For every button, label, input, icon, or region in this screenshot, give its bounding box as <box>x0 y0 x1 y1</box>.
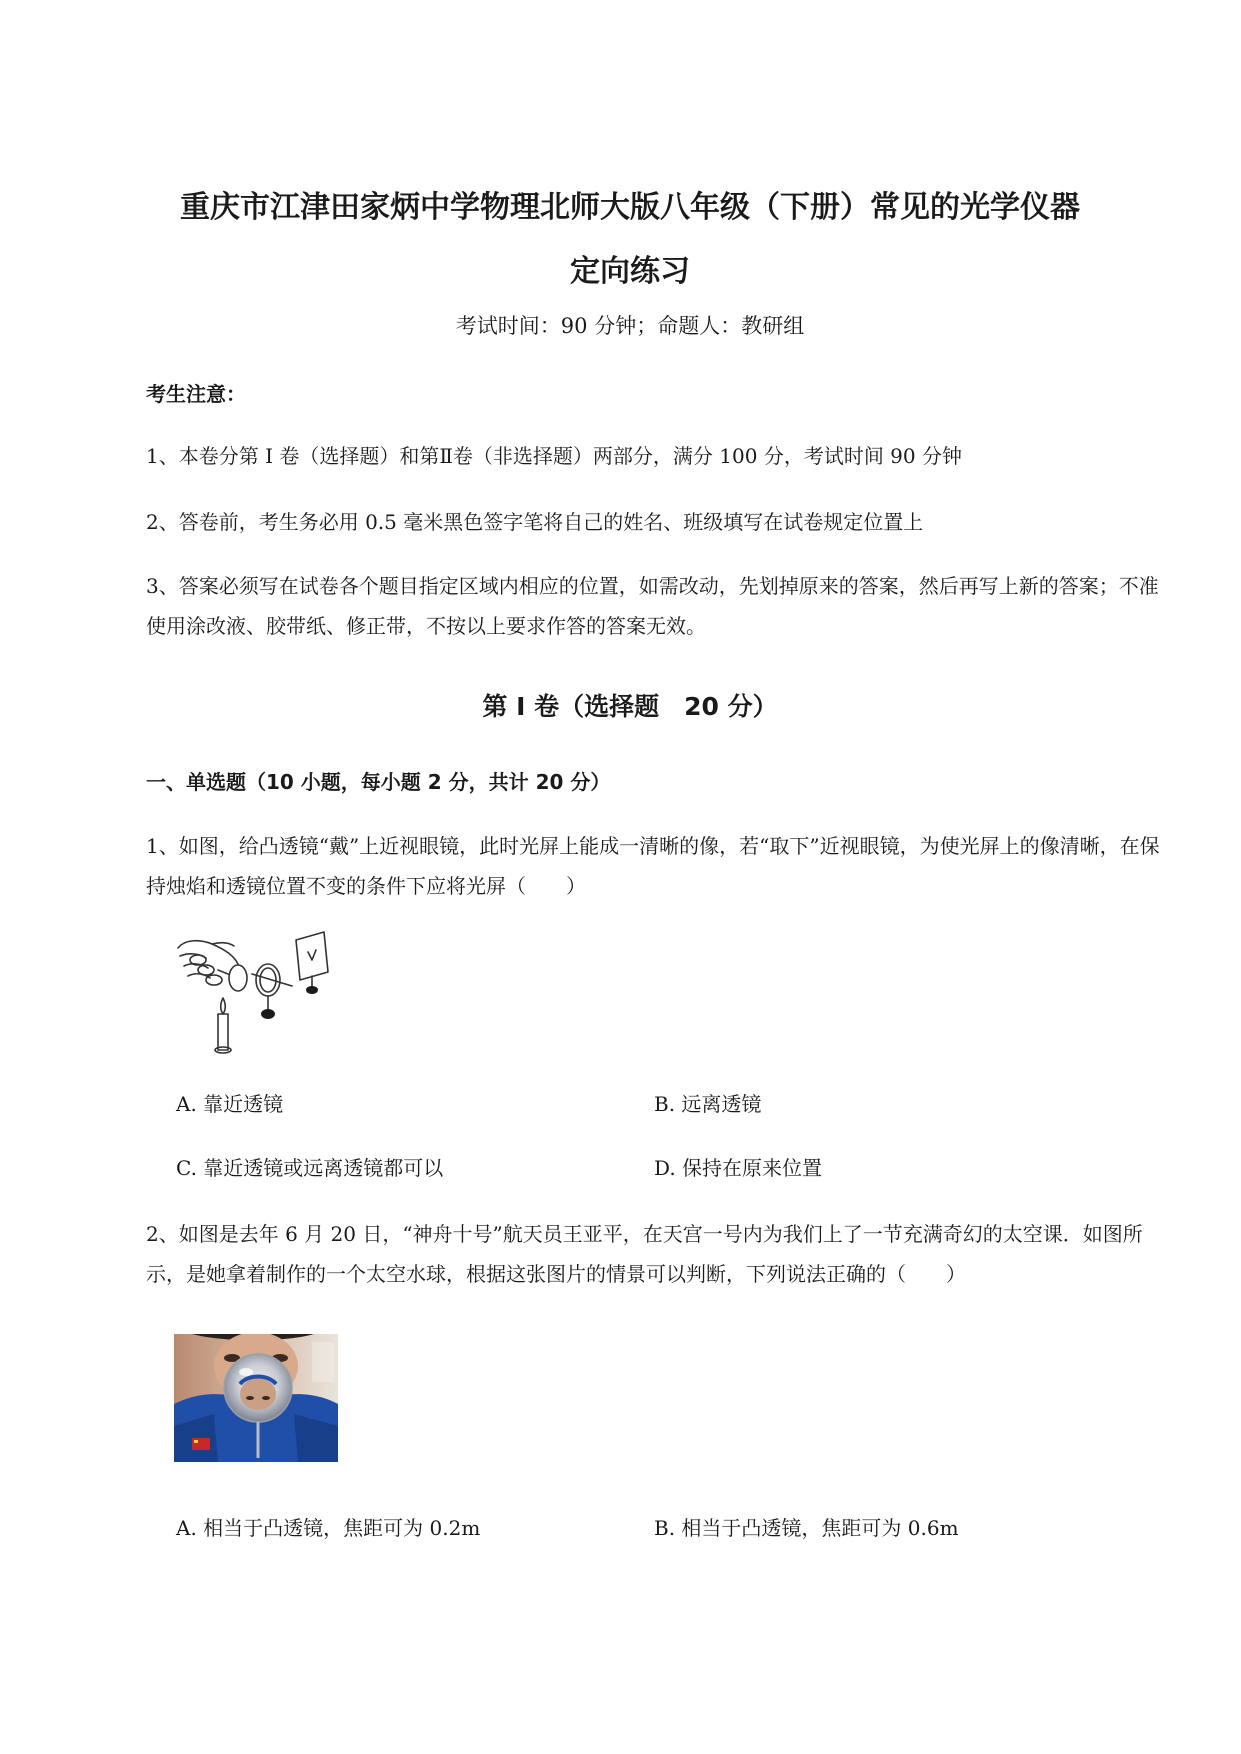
notice-heading: 考生注意： <box>146 382 246 406</box>
q1-option-c[interactable]: C. 靠近透镜或远离透镜都可以 <box>176 1156 444 1180</box>
q2-option-a[interactable]: A. 相当于凸透镜，焦距可为 0.2m <box>176 1516 481 1540</box>
section-title: 第 I 卷（选择题 20 分） <box>482 692 778 721</box>
notice-item-2: 2、答卷前，考生务必用 0.5 毫米黑色签字笔将自己的姓名、班级填写在试卷规定位置上 <box>146 510 924 534</box>
notice-item-1: 1、本卷分第 I 卷（选择题）和第Ⅱ卷（非选择题）两部分，满分 100 分，考试时间 90 分钟 <box>146 444 962 468</box>
question-2-text: 2、如图是去年 6 月 20 日，“神舟十号”航天员王亚平，在天宫一号内为我们上了一节充满奇幻的太空课．如图所示，是她拿着制作的一个太空水球，根据这张图片的情景可以判断，下列说法正确的（ ） <box>146 1222 1143 1286</box>
water-ball-photo-icon <box>174 1334 338 1462</box>
exam-title-line-2: 定向练习 <box>570 254 690 289</box>
q2-option-b[interactable]: B. 相当于凸透镜，焦距可为 0.6m <box>654 1516 959 1540</box>
notice-item-3: 3、答案必须写在试卷各个题目指定区域内相应的位置，如需改动，先划掉原来的答案，然后再写上新的答案；不准使用涂改液、胶带纸、修正带，不按以上要求作答的答案无效。 <box>146 574 1159 638</box>
q1-option-a[interactable]: A. 靠近透镜 <box>176 1092 284 1116</box>
question-group-title: 一、单选题（10 小题，每小题 2 分，共计 20 分） <box>146 770 611 794</box>
exam-title-line-1: 重庆市江津田家炳中学物理北师大版八年级（下册）常见的光学仪器 <box>180 190 1080 225</box>
lens-experiment-icon <box>172 930 342 1055</box>
question-1-text: 1、如图，给凸透镜“戴”上近视眼镜，此时光屏上能成一清晰的像，若“取下”近视眼镜，为使光屏上的像清晰，在保持烛焰和透镜位置不变的条件下应将光屏（ ） <box>146 834 1160 898</box>
q1-option-d[interactable]: D. 保持在原来位置 <box>654 1156 823 1180</box>
q1-option-b[interactable]: B. 远离透镜 <box>654 1092 762 1116</box>
exam-subtitle: 考试时间：90 分钟；命题人：教研组 <box>455 314 805 338</box>
